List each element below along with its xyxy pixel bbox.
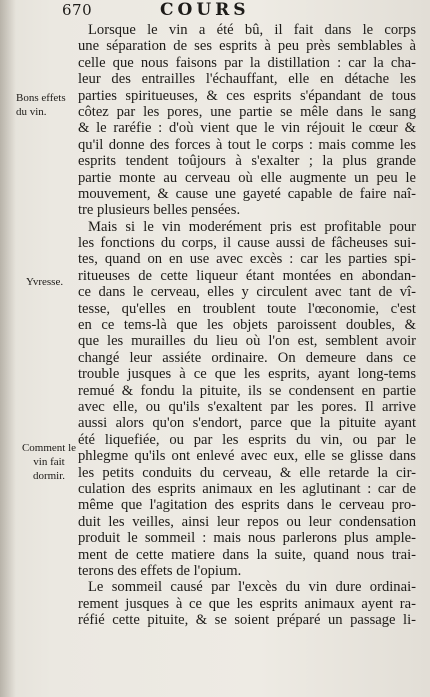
text-line: une séparation de ses esprits à peu près semblables à [78,38,416,55]
text-line: ce dans le cerveau, elles y circulent avec tant de vî- [78,284,416,301]
text-line: phlegme qu'ils ont enlevé avec eux, elle se glisse dans [78,448,416,465]
text-line: ritueuses de cette liqueur étant montées en abondan- [78,267,416,284]
text-line: parties spiritueuses, & ces esprits s'épandant de tous [78,87,416,104]
text-line: leur des entrailles l'échauffant, elle en détache les [78,71,416,88]
text-line: réfié cette pituite, & se soient préparé un passage li- [78,612,416,629]
paragraph [78,579,416,628]
text-line: Le sommeil causé par l'excès du vin dure ordinai- [88,579,416,596]
page-number: 670 [62,1,93,19]
text-line: produit le sommeil : mais nous parlerons plus ample- [78,530,416,547]
text-line: aussi alors qu'on s'endort, parce que la pituite ayant [78,415,416,432]
text-line: avec elle, ou qu'ils s'exaltent par les pores. Il arrive [78,398,416,415]
paragraph [78,22,416,219]
text-line: les petits conduits du cerveau, & elle retarde la cir- [78,464,416,481]
text-line: que les murailles du lieu où l'on est, semblent avoir [78,333,416,350]
text-line: & le raréfie : d'où vient que le vin réjouit le cœur & [78,120,416,137]
text-line: esprits tendent toûjours à s'exalter ; la plus grande [78,153,416,170]
text-line: été liquefiée, ou par les esprits du vin, ou par le [78,431,416,448]
text-line: changé leur assiéte ordinaire. On demeure dans ce [78,349,416,366]
text-line: culation des esprits animaux en les aglutinant : car de [78,480,416,497]
text-line: tre plusieurs belles pensées. [78,202,241,219]
text-line: terons des effets de l'opium. [78,562,242,579]
margin-note-comment-dormir: Comment le vin fait dormir. [21,442,77,482]
text-line: Lorsque le vin a été bû, il fait dans le corps [88,22,416,38]
running-head: COURS [160,0,250,20]
body-text [78,22,416,628]
text-line: duit les veilles, ainsi leur repos ou leur condensation [78,513,416,530]
text-line: partie monte au cerveau où elle augmente un peu le [78,169,416,186]
text-line: Mais si le vin moderément pris est profitable pour [88,218,416,235]
text-line: trouble jusques à ce que les esprits, ayant long-tems [78,366,416,383]
text-line: en ce tems-là que les objets paroissent doubles, & [78,317,416,334]
text-line: qu'il donne des forces à tout le corps : mais comme les [78,136,416,153]
text-line: celle que nous faisons par la distillation : car la cha- [78,54,416,71]
text-line: même que l'agitation des esprits dans le cerveau pro- [78,497,416,514]
text-line: tes, quand on en use avec excès : car les parties spi- [78,251,416,268]
text-line: remué & fondu la pituite, ils se condensent en partie [78,382,416,399]
text-line: côtez par les pores, une partie se mêle dans le sang [78,103,416,120]
text-line: les fonctions du corps, il cause aussi de fâcheuses sui- [78,235,416,252]
text-line: ment de cette matiere dans la suite, quand nous trai- [78,546,416,563]
margin-note-yvresse: Yvresse. [26,276,64,288]
text-line: tesse, qu'elles en troublent toute l'œconomie, c'est [78,300,416,317]
text-line: rement jusques à ce que les esprits animaux ayent ra- [78,595,416,612]
text-line: mouvement, & cause une gayeté capable de faire naî- [78,185,416,202]
margin-note-bons-effets: Bons effets du vin. [16,92,66,118]
paragraph [78,219,416,580]
